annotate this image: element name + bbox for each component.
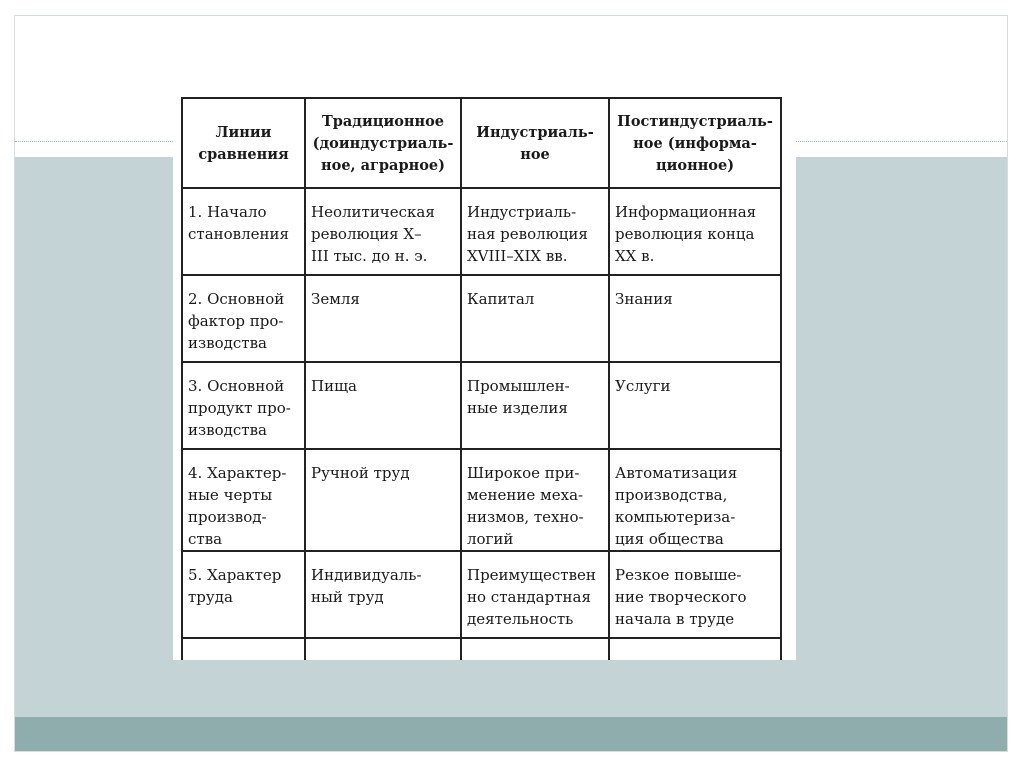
table-cell: Неолитическая революция X– III тыс. до н. э.	[305, 188, 461, 275]
comparison-table	[181, 97, 782, 660]
table-cell: Капитал	[461, 275, 609, 362]
table-cell: Индустриаль- ная революция XVIII–XIX вв.	[461, 188, 609, 275]
table-cell: Индивидуаль- ный труд	[305, 551, 461, 638]
table-row	[182, 362, 781, 449]
table-cell	[305, 638, 461, 660]
table-image	[173, 90, 796, 660]
table-row	[182, 275, 781, 362]
table-cell: Знания	[609, 275, 781, 362]
table-cell: Промышлен- ные изделия	[461, 362, 609, 449]
header-cell: Традиционное (доиндустриаль- ное, аграрное)	[305, 98, 461, 188]
table-row	[182, 188, 781, 275]
table-header-row	[182, 98, 781, 188]
table-cell: 2. Основной фактор про- изводства	[182, 275, 305, 362]
table-row	[182, 449, 781, 551]
table-cell	[182, 638, 305, 660]
table-cell: Автоматизация производства, компьютеризa- ция общества	[609, 449, 781, 551]
table-cell	[609, 638, 781, 660]
table-cell: Преимуществен но стандартная деятельность	[461, 551, 609, 638]
table-cell: 3. Основной продукт про- изводства	[182, 362, 305, 449]
table-cell: Услуги	[609, 362, 781, 449]
table-cell: Пища	[305, 362, 461, 449]
table-cell: Резкое повыше- ние творческого начала в труде	[609, 551, 781, 638]
table-row-cut	[182, 638, 781, 660]
header-cell: Постиндустриаль- ное (информа- ционное)	[609, 98, 781, 188]
table-cell: Широкое при- менение меха- низмов, техно- логий	[461, 449, 609, 551]
footer-bar	[15, 717, 1007, 752]
header-cell: Индустриаль- ное	[461, 98, 609, 188]
table-row	[182, 551, 781, 638]
table-cell: Земля	[305, 275, 461, 362]
header-cell: Линии сравнения	[182, 98, 305, 188]
table-cell: 1. Начало становления	[182, 188, 305, 275]
table-cell	[461, 638, 609, 660]
table-cell: Информационная революция конца XX в.	[609, 188, 781, 275]
table-cell: 5. Характер труда	[182, 551, 305, 638]
table-cell: 4. Характер- ные черты производ- ства	[182, 449, 305, 551]
table-cell: Ручной труд	[305, 449, 461, 551]
